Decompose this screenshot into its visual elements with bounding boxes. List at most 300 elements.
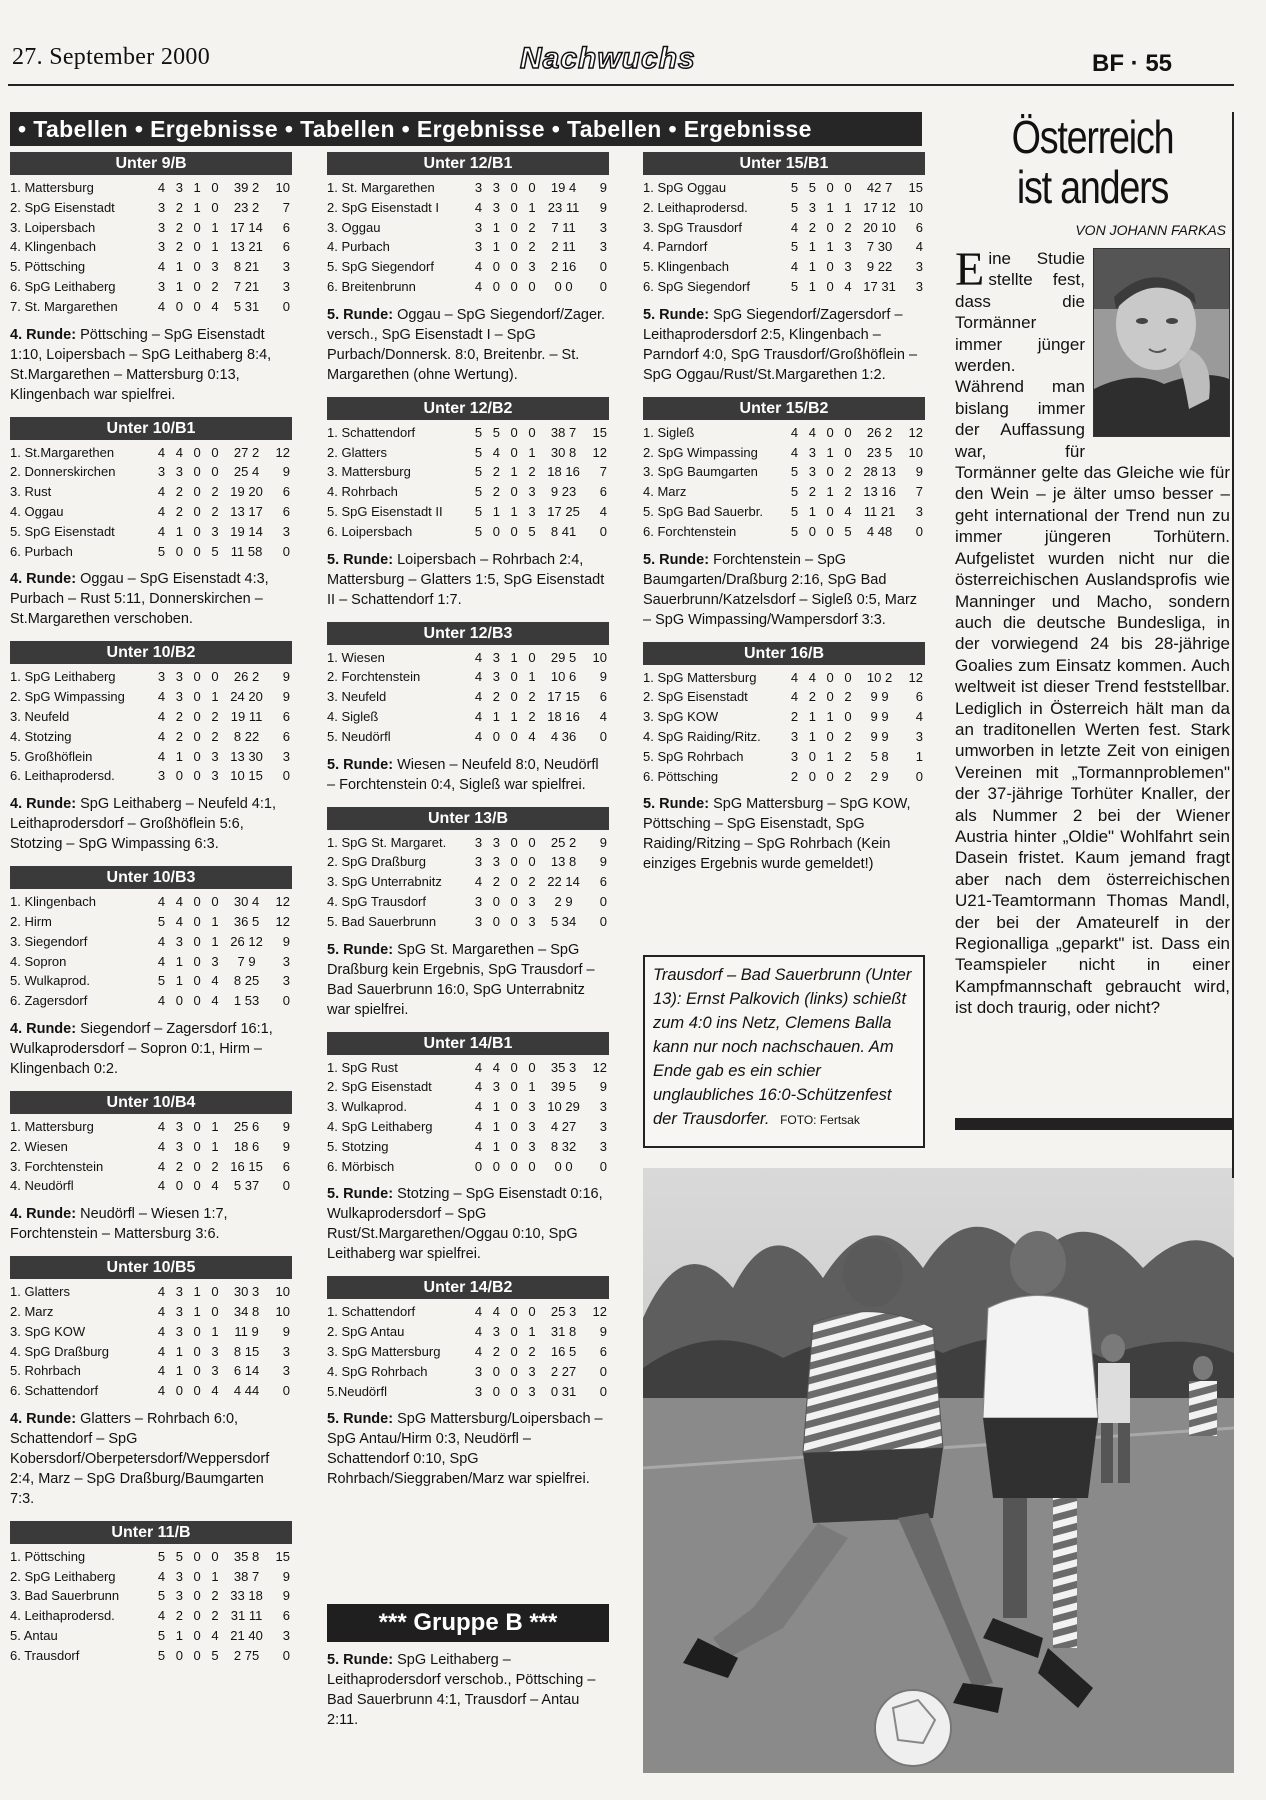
league-title: Unter 14/B2 — [327, 1276, 609, 1299]
wins: 0 — [808, 748, 816, 764]
round-results-paragraph — [10, 1409, 292, 1509]
losses: 0 — [844, 180, 852, 195]
losses: 4 — [211, 1628, 219, 1644]
games-played: 5 — [157, 913, 166, 929]
goals: 17 15 — [547, 689, 580, 705]
round-results-paragraph — [10, 1204, 292, 1244]
table-row — [327, 648, 609, 668]
goals: 21 40 — [230, 1628, 263, 1644]
games-played: 4 — [157, 728, 166, 744]
goals: 17 12 — [863, 199, 896, 215]
team-name: 1. Sigleß — [643, 424, 695, 440]
games-played: 5 — [790, 484, 799, 500]
points: 9 — [599, 834, 607, 850]
gruppe-b-title: *** Gruppe B *** — [327, 1604, 609, 1642]
losses: 0 — [844, 424, 852, 440]
games-played: 4 — [474, 1138, 483, 1154]
losses: 0 — [211, 669, 219, 685]
standings-column-3 — [643, 152, 925, 886]
wins: 3 — [492, 834, 500, 850]
league-title: Unter 9/B — [10, 152, 292, 175]
table-row — [327, 1302, 609, 1322]
losses: 4 — [528, 728, 536, 744]
team-name: 5. Wulkaprod. — [10, 973, 90, 989]
round-results-paragraph — [10, 325, 292, 405]
table-row — [10, 667, 292, 687]
goals: 2 16 — [550, 259, 577, 275]
goals: 8 41 — [550, 523, 577, 539]
article-end-bar — [955, 1118, 1232, 1130]
team-name: 1. SpG Leithaberg — [10, 669, 116, 685]
standings-table — [643, 178, 925, 297]
draws: 0 — [193, 708, 201, 724]
games-played: 3 — [157, 278, 166, 294]
wins: 2 — [492, 464, 500, 480]
draws: 0 — [510, 523, 518, 539]
losses: 0 — [528, 424, 536, 440]
goals: 16 15 — [230, 1158, 263, 1174]
games-played: 5 — [790, 464, 799, 480]
team-name: 5. SpG Eisenstadt — [10, 523, 115, 539]
games-played: 4 — [474, 689, 483, 705]
team-name: 3. Siegendorf — [10, 933, 88, 949]
draws: 0 — [193, 219, 201, 235]
points: 12 — [275, 913, 290, 929]
table-row — [10, 1586, 292, 1606]
points: 0 — [599, 1158, 607, 1174]
header-rule — [8, 84, 1234, 86]
draws: 0 — [510, 444, 518, 460]
goals: 8 32 — [550, 1138, 577, 1154]
gruppe-b-results — [327, 1650, 609, 1730]
round-results: SpG Leithaberg – Neufeld 4:1, Leithaprodersdorf – Großhöflein 5:6, Stotzing – SpG Wimpassing 6:3. — [10, 796, 276, 853]
goals: 10 15 — [230, 768, 263, 784]
points: 6 — [282, 728, 290, 744]
points: 0 — [599, 893, 607, 909]
games-played: 4 — [474, 199, 483, 215]
round-results: Pöttsching – SpG Eisenstadt 1:10, Loipersbach – SpG Leithaberg 8:4, St.Margarethen – Mattersburg 0:13, Klingenbach war spielfrei. — [10, 326, 272, 403]
goals: 9 23 — [550, 484, 577, 500]
table-row — [327, 687, 609, 707]
points: 3 — [599, 219, 607, 235]
goals: 1 53 — [233, 993, 260, 1009]
points: 0 — [282, 543, 290, 559]
goals: 23 11 — [547, 199, 580, 215]
table-row — [643, 257, 925, 277]
team-name: 2. Glatters — [327, 444, 387, 460]
standings-section — [10, 1256, 292, 1509]
team-name: 4. SpG Raiding/Ritz. — [643, 728, 761, 744]
games-played: 2 — [790, 768, 799, 784]
points: 6 — [915, 689, 923, 705]
wins: 3 — [175, 689, 183, 705]
wins: 1 — [492, 1138, 500, 1154]
round-results: Oggau – SpG Siegendorf/Zager. versch., SpG Eisenstadt I – SpG Purbach/Donnersk. 8:0, Breitenbr. – St. Margarethen (ohne Wertung). — [327, 306, 606, 383]
table-row — [327, 1362, 609, 1382]
table-row — [327, 178, 609, 198]
team-name: 2. Hirm — [10, 913, 52, 929]
round-results-paragraph — [327, 1184, 609, 1264]
goals: 35 3 — [550, 1059, 577, 1075]
losses: 2 — [844, 219, 852, 235]
draws: 1 — [510, 464, 518, 480]
table-row — [10, 1626, 292, 1646]
goals: 27 2 — [233, 444, 260, 460]
wins: 2 — [175, 484, 183, 500]
games-played: 4 — [474, 1343, 483, 1359]
wins: 3 — [808, 464, 816, 480]
losses: 1 — [211, 219, 219, 235]
points: 3 — [599, 239, 607, 255]
goals: 9 9 — [870, 728, 889, 744]
goals: 34 8 — [233, 1303, 260, 1319]
team-name: 2. SpG Antau — [327, 1324, 405, 1340]
team-name: 4. Neudörfl — [10, 1178, 74, 1194]
games-played: 4 — [474, 708, 483, 724]
games-played: 3 — [474, 834, 483, 850]
draws: 1 — [510, 708, 518, 724]
draws: 1 — [193, 1284, 201, 1300]
goals: 25 4 — [233, 464, 260, 480]
draws: 0 — [193, 239, 201, 255]
wins: 0 — [492, 523, 500, 539]
goals: 7 11 — [551, 219, 576, 235]
team-name: 3. SpG Mattersburg — [327, 1343, 441, 1359]
points: 4 — [915, 709, 923, 725]
points: 1 — [915, 748, 923, 764]
goals: 8 15 — [233, 1343, 260, 1359]
table-row — [643, 727, 925, 747]
losses: 0 — [211, 1548, 219, 1564]
table-row — [10, 747, 292, 767]
round-results: Neudörfl – Wiesen 1:7, Forchtenstein – Mattersburg 3:6. — [10, 1206, 228, 1243]
table-row — [327, 727, 609, 747]
table-row — [643, 277, 925, 297]
team-name: 3. SpG KOW — [643, 709, 719, 725]
losses: 5 — [211, 1647, 219, 1663]
team-name: 1. SpG Rust — [327, 1059, 398, 1075]
wins: 0 — [492, 893, 500, 909]
team-name: 4. Rohrbach — [327, 484, 398, 500]
games-played: 5 — [474, 444, 483, 460]
wins: 1 — [492, 1118, 500, 1134]
wins: 4 — [492, 1059, 500, 1075]
wins: 0 — [492, 913, 500, 929]
goals: 11 9 — [234, 1323, 259, 1339]
points: 12 — [592, 1304, 607, 1320]
goals: 17 14 — [230, 219, 263, 235]
games-played: 3 — [790, 728, 799, 744]
points: 10 — [275, 180, 290, 195]
draws: 0 — [510, 180, 518, 195]
draws: 0 — [510, 854, 518, 870]
standings-section — [10, 1091, 292, 1244]
team-name: 3. Neufeld — [10, 708, 70, 724]
team-name: 5. Pöttsching — [10, 259, 86, 275]
wins: 1 — [175, 973, 183, 989]
points: 3 — [599, 1099, 607, 1115]
goals: 22 14 — [547, 874, 580, 890]
draws: 0 — [826, 219, 834, 235]
goals: 29 5 — [550, 649, 577, 665]
draws: 0 — [510, 1059, 518, 1075]
dropcap-letter: E — [955, 243, 985, 296]
losses: 1 — [528, 199, 536, 215]
table-row — [643, 482, 925, 502]
goals: 33 18 — [230, 1588, 263, 1604]
team-name: 4. Marz — [643, 484, 687, 500]
wins: 2 — [492, 689, 500, 705]
wins: 0 — [175, 1383, 183, 1399]
losses: 4 — [211, 298, 219, 314]
table-row — [10, 1361, 292, 1381]
team-name: 3. Wulkaprod. — [327, 1099, 407, 1115]
points: 3 — [915, 259, 923, 275]
round-results-paragraph — [643, 550, 925, 630]
goals: 5 31 — [233, 298, 260, 314]
points: 9 — [599, 180, 607, 195]
team-name: 4. Stotzing — [10, 728, 72, 744]
goals: 19 20 — [230, 484, 263, 500]
draws: 0 — [193, 1628, 201, 1644]
table-row — [643, 668, 925, 688]
team-name: 6. Zagersdorf — [10, 993, 88, 1009]
team-name: 3. SpG Baumgarten — [643, 464, 758, 480]
table-row — [10, 892, 292, 912]
draws: 0 — [826, 424, 834, 440]
round-label: 5. Runde: — [327, 756, 394, 773]
draws: 1 — [826, 444, 834, 460]
team-name: 5. Klingenbach — [643, 259, 730, 275]
draws: 0 — [826, 464, 834, 480]
wins: 0 — [492, 1363, 500, 1379]
goals: 31 11 — [230, 1608, 263, 1624]
losses: 5 — [528, 523, 536, 539]
draws: 0 — [510, 278, 518, 294]
team-name: 3. Oggau — [327, 219, 381, 235]
team-name: 3. Loipersbach — [10, 219, 96, 235]
tables-results-banner: • Tabellen • Ergebnisse • Tabellen • Ergebnisse • Tabellen • Ergebnisse — [10, 112, 922, 146]
points: 3 — [915, 278, 923, 294]
round-results: SpG Mattersburg – SpG KOW, Pöttsching – SpG Eisenstadt, SpG Raiding/Ritzing – SpG Rohrbach (Kein einziges Ergebnis wurde gemeldet!) — [643, 796, 911, 873]
points: 0 — [599, 728, 607, 744]
team-name: 4. SpG Trausdorf — [327, 893, 426, 909]
losses: 2 — [844, 748, 852, 764]
table-row — [10, 952, 292, 972]
losses: 0 — [528, 180, 536, 195]
games-played: 5 — [790, 278, 799, 294]
losses: 2 — [844, 484, 852, 500]
table-row — [327, 462, 609, 482]
table-row — [10, 443, 292, 463]
table-row — [10, 707, 292, 727]
points: 6 — [915, 219, 923, 235]
table-row — [327, 892, 609, 912]
draws: 1 — [193, 180, 201, 195]
wins: 0 — [492, 728, 500, 744]
goals: 38 7 — [550, 424, 577, 440]
team-name: 6. Pöttsching — [643, 768, 719, 784]
points: 0 — [282, 298, 290, 314]
round-results-paragraph — [643, 794, 925, 874]
points: 6 — [599, 874, 607, 890]
games-played: 4 — [157, 1343, 166, 1359]
standings-table — [10, 1547, 292, 1666]
losses: 0 — [211, 894, 219, 910]
league-title: Unter 10/B4 — [10, 1091, 292, 1114]
losses: 4 — [211, 1383, 219, 1399]
team-name: 6. Mörbisch — [327, 1158, 395, 1174]
round-results: Wiesen – Neufeld 8:0, Neudörfl – Forchtenstein 0:4, Sigleß war spielfrei. — [327, 756, 599, 793]
table-row — [10, 727, 292, 747]
points: 3 — [282, 953, 290, 969]
draws: 0 — [826, 278, 834, 294]
team-name: 1. SpG St. Margaret. — [327, 834, 447, 850]
table-row — [10, 1322, 292, 1342]
games-played: 4 — [157, 503, 166, 519]
goals: 17 25 — [547, 503, 580, 519]
right-column-rule — [1232, 112, 1234, 1178]
page-number: BF · 55 — [1092, 50, 1173, 77]
league-title: Unter 15/B2 — [643, 397, 925, 420]
match-photo — [643, 1168, 1234, 1773]
points: 6 — [282, 484, 290, 500]
wins: 0 — [808, 768, 816, 784]
draws: 0 — [510, 1304, 518, 1320]
wins: 1 — [175, 1343, 183, 1359]
points: 12 — [908, 669, 923, 685]
draws: 0 — [193, 464, 201, 480]
games-played: 3 — [474, 854, 483, 870]
points: 9 — [282, 1588, 290, 1604]
wins: 3 — [492, 199, 500, 215]
games-played: 4 — [790, 669, 799, 685]
standings-section — [10, 417, 292, 630]
wins: 0 — [175, 993, 183, 1009]
team-name: 6. Purbach — [10, 543, 73, 559]
games-played: 3 — [157, 239, 166, 255]
losses: 5 — [211, 543, 219, 559]
standings-table — [10, 443, 292, 562]
round-results-paragraph — [327, 550, 609, 610]
games-played: 3 — [157, 669, 166, 685]
draws: 0 — [193, 748, 201, 764]
article — [955, 112, 1230, 1019]
team-name: 4. Leithaprodersd. — [10, 1608, 115, 1624]
draws: 0 — [193, 1548, 201, 1564]
team-name: 4. Sigleß — [327, 708, 379, 724]
points: 0 — [599, 259, 607, 275]
losses: 2 — [844, 689, 852, 705]
draws: 0 — [193, 894, 201, 910]
wins: 1 — [175, 1628, 183, 1644]
goals: 4 48 — [866, 523, 893, 539]
draws: 0 — [510, 893, 518, 909]
wins: 2 — [175, 728, 183, 744]
goals: 19 11 — [230, 708, 263, 724]
draws: 0 — [193, 278, 201, 294]
round-results: SpG St. Margarethen – SpG Draßburg kein Ergebnis, SpG Trausdorf – Bad Sauerbrunn 16:0, SpG Unterrabnitz war spielfrei. — [327, 941, 595, 1018]
table-row — [10, 1302, 292, 1322]
table-row — [10, 1567, 292, 1587]
points: 12 — [592, 444, 607, 460]
losses: 1 — [211, 1138, 219, 1154]
table-row — [10, 218, 292, 238]
goals: 25 3 — [550, 1304, 577, 1320]
goals: 42 7 — [866, 180, 893, 195]
goals: 8 25 — [233, 973, 260, 989]
losses: 3 — [211, 953, 219, 969]
wins: 1 — [175, 1363, 183, 1379]
games-played: 5 — [474, 503, 483, 519]
team-name: 4. SpG Draßburg — [10, 1343, 109, 1359]
goals: 35 8 — [233, 1548, 260, 1564]
headline-line-1: Österreich — [1011, 111, 1174, 163]
table-row — [643, 443, 925, 463]
wins: 5 — [492, 424, 500, 440]
losses: 4 — [211, 1178, 219, 1194]
table-row — [327, 1322, 609, 1342]
goals: 10 2 — [866, 669, 893, 685]
table-row — [10, 297, 292, 317]
round-results-paragraph — [10, 569, 292, 629]
team-name: 1. Klingenbach — [10, 894, 97, 910]
team-name: 1. Pöttsching — [10, 1548, 86, 1564]
losses: 1 — [528, 1324, 536, 1340]
losses: 3 — [528, 913, 536, 929]
table-row — [327, 257, 609, 277]
team-name: 3. Rust — [10, 484, 52, 500]
wins: 1 — [808, 278, 816, 294]
losses: 0 — [528, 278, 536, 294]
team-name: 4. Klingenbach — [10, 239, 97, 255]
losses: 0 — [528, 1059, 536, 1075]
games-played: 5 — [157, 973, 166, 989]
games-played: 4 — [157, 933, 166, 949]
wins: 5 — [175, 1548, 183, 1564]
goals: 18 16 — [547, 708, 580, 724]
wins: 2 — [808, 689, 816, 705]
draws: 0 — [510, 1343, 518, 1359]
wins: 0 — [175, 768, 183, 784]
wins: 3 — [492, 1079, 500, 1095]
points: 15 — [275, 1548, 290, 1564]
goals: 2 9 — [554, 893, 573, 909]
table-row — [327, 667, 609, 687]
points: 6 — [282, 239, 290, 255]
table-row — [643, 178, 925, 198]
photo-caption — [643, 955, 925, 1148]
round-label: 5. Runde: — [643, 796, 710, 813]
points: 9 — [915, 464, 923, 480]
table-row — [643, 462, 925, 482]
football-players-image — [643, 1168, 1234, 1773]
points: 3 — [915, 503, 923, 519]
wins: 4 — [175, 894, 183, 910]
games-played: 4 — [790, 259, 799, 275]
losses: 1 — [211, 1323, 219, 1339]
round-label: 5. Runde: — [327, 1652, 394, 1668]
points: 9 — [599, 854, 607, 870]
goals: 26 2 — [233, 669, 260, 685]
team-name: 6. Schattendorf — [10, 1383, 99, 1399]
losses: 0 — [528, 854, 536, 870]
round-label: 5. Runde: — [327, 1411, 394, 1428]
wins: 3 — [175, 1588, 183, 1604]
games-played: 4 — [474, 1099, 483, 1115]
losses: 3 — [528, 1118, 536, 1134]
draws: 0 — [510, 1118, 518, 1134]
